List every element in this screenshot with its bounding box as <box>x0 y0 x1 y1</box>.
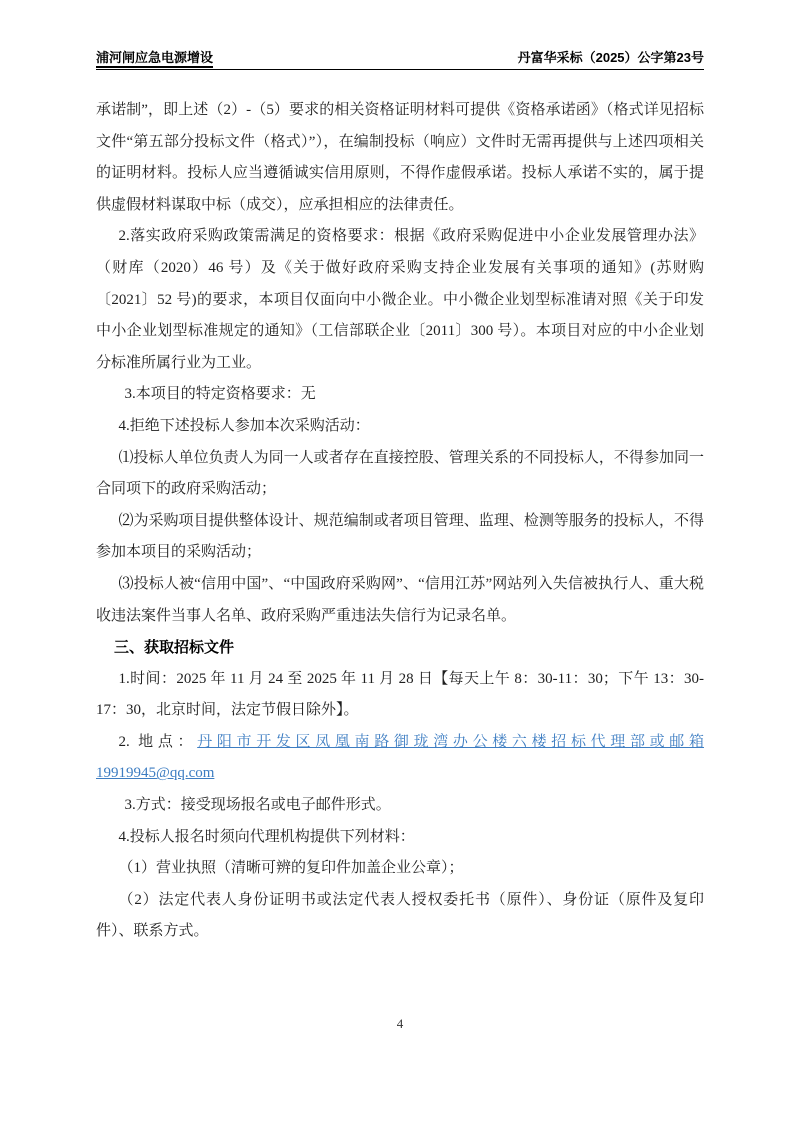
header-doc-title: 浦河闸应急电源增设 <box>96 50 214 65</box>
section-heading-obtain-documents: 三、获取招标文件 <box>114 639 235 657</box>
page-footer <box>0 1016 800 1032</box>
body-paragraph-rejected-item-1: ⑴投标人单位负责人为同一人或者存在直接控股、管理关系的不同投标人，不得参加同一合同项下的政府采购活动； <box>96 449 704 498</box>
body-paragraph-rejected-item-2: ⑵为采购项目提供整体设计、规范编制或者项目管理、监理、检测等服务的投标人，不得参加本项目的采购活动； <box>96 512 704 561</box>
body-paragraph-rejected-bidders-intro: 4.拒绝下述投标人参加本次采购活动： <box>118 417 370 434</box>
page-number: 4 <box>396 1016 404 1031</box>
body-paragraph-location <box>96 727 704 759</box>
email-link[interactable]: 19919945@qq.com <box>96 765 215 782</box>
body-paragraph-continuation: 承诺制”，即上述（2）-（5）要求的相关资格证明材料可提供《资格承诺函》（格式详见招标文件“第五部分投标文件（格式）”），在编制投标（响应）文件时无需再提供与上述四项相关的证明材料。投标人应当遵循诚实信用原则，不得作虚假承诺。投标人承诺不实的，属于提供虚假材料谋取中标（成交），应承担相应的法律责任。 <box>96 102 704 213</box>
body-paragraph-material-2: （2）法定代表人身份证明书或法定代表人授权委托书（原件）、身份证（原件及复印件）、联系方式。 <box>96 891 704 940</box>
body-paragraph-specific-requirements: 3.本项目的特定资格要求：无 <box>124 386 316 403</box>
body-paragraph-method: 3.方式：接受现场报名或电子邮件形式。 <box>124 797 391 814</box>
document-body <box>96 95 704 948</box>
body-paragraph-material-1: （1）营业执照（清晰可辨的复印件加盖企业公章）； <box>118 860 464 877</box>
page-header <box>96 50 704 70</box>
body-paragraph-rejected-item-3: ⑶投标人被“信用中国”、“中国政府采购网”、“信用江苏”网站列入失信被执行人、重大税收违法案件当事人名单、政府采购严重违法失信行为记录名单。 <box>96 575 704 624</box>
location-prefix: 2. 地点： <box>118 733 198 750</box>
body-paragraph-location-email-line <box>96 758 704 790</box>
body-paragraph-policy-requirements: 2.落实政府采购政策需满足的资格要求：根据《政府采购促进中小企业发展管理办法》（财库（2020）46 号）及《关于做好政府采购支持企业发展有关事项的通知》(苏财购〔2021〕52 号)的要求，本项目仅面向中小微企业。中小微企业划型标准请对照《关于印发中小企业划型标准规定的通知》（工信部联企业〔2011〕300 号）。本项目对应的中小企业划分标准所属行业为工业。 <box>96 228 704 371</box>
location-link[interactable]: 丹阳市开发区凤凰南路御珑湾办公楼六楼招标代理部或邮箱 <box>197 733 704 750</box>
body-paragraph-time: 1.时间：2025 年 11 月 24 至 2025 年 11 月 28 日【每天上午 8：30-11：30；下午 13：30-17：30，北京时间，法定节假日除外】。 <box>96 670 704 719</box>
body-paragraph-materials-intro: 4.投标人报名时须向代理机构提供下列材料： <box>118 828 415 845</box>
header-doc-number: 丹富华采标（2025）公字第23号 <box>517 50 704 65</box>
